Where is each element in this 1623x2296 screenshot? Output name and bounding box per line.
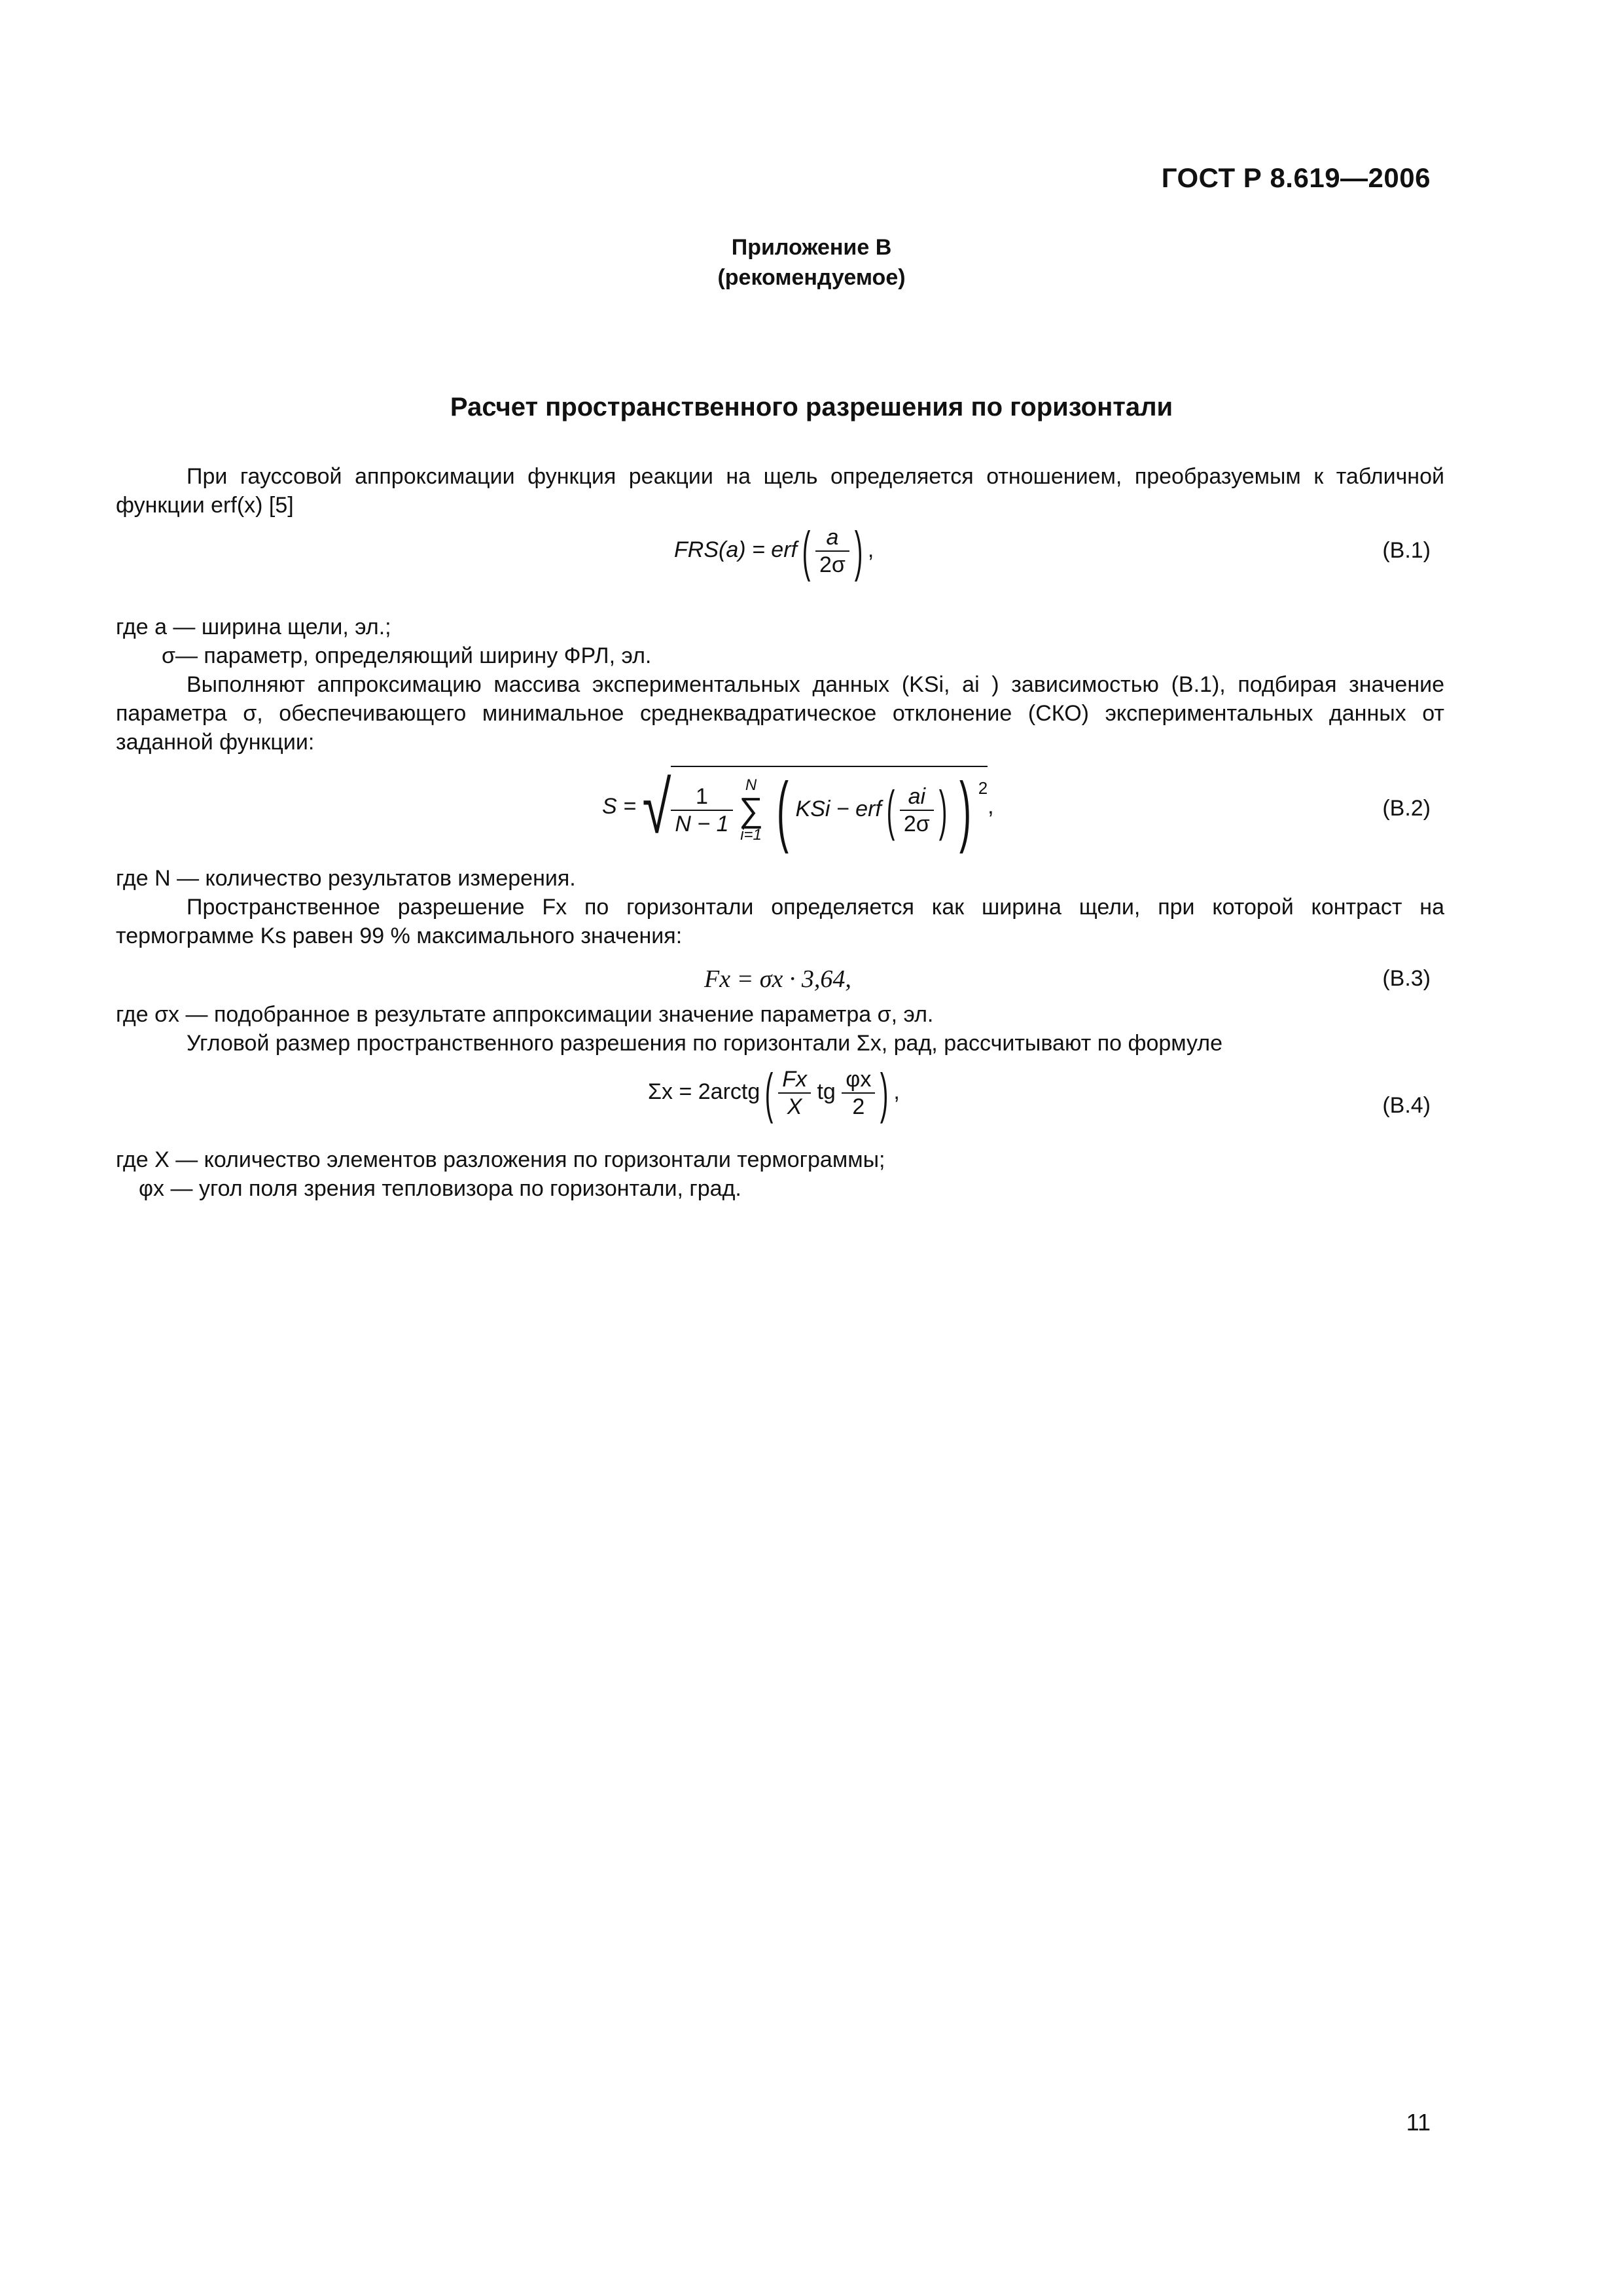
eq-b4-tail: , xyxy=(893,1079,900,1104)
eq-b2-inner: KSi − erf xyxy=(795,796,882,821)
where-sigmax: где σx — подобранное в результате аппроксимации значение параметра σ, эл. xyxy=(116,1002,934,1027)
eq-b2-n1: 1 xyxy=(671,783,732,811)
sqrt-icon: √ xyxy=(642,766,671,848)
where-a: где a — ширина щели, эл.; xyxy=(116,615,391,639)
eq-b4-fraction-2 xyxy=(842,1066,875,1120)
eq-b1-tail: , xyxy=(867,537,874,562)
eq-b4-lhs: Σx = 2arctg xyxy=(648,1079,760,1104)
eq-b2-exp: 2 xyxy=(978,778,988,798)
paragraph-2: Выполняют аппроксимацию массива экспериментальных данных (KSi, ai ) зависимостью (В.1), подбирая значение параметра σ, обеспечивающего минимальное среднеквадратическое отклонение (СКО) экспериментальных данных от заданной функции: xyxy=(116,672,1444,755)
eq-b2-rparen: ) xyxy=(959,766,971,854)
eq-b2-fraction-1 xyxy=(671,783,732,837)
eq-b2-num: ai xyxy=(900,783,934,811)
eq-b2-sum-bot: i=1 xyxy=(740,826,762,844)
eq-b3-text: Fx = σx · 3,64, xyxy=(704,965,851,993)
equation-b1 xyxy=(674,520,874,582)
eq-b4-label: (В.4) xyxy=(1382,1093,1431,1118)
eq-b2-lhs: S = xyxy=(602,793,636,819)
eq-b2-d1: N − 1 xyxy=(675,812,729,836)
page-number: 11 xyxy=(1406,2109,1431,2136)
where-phi: φx — угол поля зрения тепловизора по горизонтали, град. xyxy=(139,1176,741,1201)
where-X: где X — количество элементов разложения по горизонтали термограммы; xyxy=(116,1147,885,1172)
eq-b4-n2: φx xyxy=(842,1066,875,1094)
eq-b3-label: (В.3) xyxy=(1382,966,1431,991)
eq-b2-sum-top: N xyxy=(745,776,757,794)
eq-b2-den: 2σ xyxy=(903,812,930,836)
eq-b2-rparen-2: ) xyxy=(938,780,948,841)
where-sigma: σ— параметр, определяющий ширину ФРЛ, эл. xyxy=(162,643,652,668)
eq-b4-fraction-1 xyxy=(778,1066,811,1120)
eq-b1-num: a xyxy=(815,524,849,552)
eq-b2-lparen: ( xyxy=(776,766,789,854)
eq-b1-lhs: FRS(a) = erf xyxy=(674,537,797,562)
equation-b4 xyxy=(648,1062,900,1124)
eq-b4-mid: tg xyxy=(817,1079,836,1104)
appendix-status: (рекомендуемое) xyxy=(717,265,906,290)
eq-b2-lparen-2: ( xyxy=(886,780,895,841)
eq-b2-label: (В.2) xyxy=(1382,796,1431,821)
eq-b1-den: 2σ xyxy=(819,552,846,577)
eq-b2-tail: , xyxy=(988,793,994,819)
eq-b4-rparen: ) xyxy=(880,1062,889,1124)
section-title: Расчет пространственного разрешения по горизонтали xyxy=(450,393,1173,422)
eq-b1-label: (В.1) xyxy=(1382,538,1431,563)
equation-b2 xyxy=(602,766,994,854)
eq-b4-lparen: ( xyxy=(764,1062,774,1124)
paragraph-3: Пространственное разрешение Fx по горизонтали определяется как ширина щели, при которой контраст на термограмме Ks равен 99 % максимального значения: xyxy=(116,895,1444,948)
equation-b3 xyxy=(704,965,851,994)
eq-b1-fraction xyxy=(815,524,849,578)
sum-operator xyxy=(739,778,763,843)
standard-header: ГОСТ Р 8.619—2006 xyxy=(1161,162,1431,193)
eq-b4-n1: Fx xyxy=(778,1066,811,1094)
eq-b2-fraction-2 xyxy=(900,783,934,837)
eq-b1-rparen: ) xyxy=(854,520,863,582)
eq-b2-radicand xyxy=(671,766,988,854)
appendix-title: Приложение В xyxy=(731,235,892,260)
sigma-sum-icon: ∑ xyxy=(739,791,764,829)
eq-b4-d2: 2 xyxy=(852,1094,865,1119)
paragraph-4: Угловой размер пространственного разрешения по горизонтали Σx, рад, рассчитывают по формуле xyxy=(187,1031,1223,1056)
paragraph-1: При гауссовой аппроксимации функция реакции на щель определяется отношением, преобразуемым к табличной функции erf(x) [5] xyxy=(116,464,1444,518)
eq-b4-d1: X xyxy=(787,1094,802,1119)
eq-b1-lparen: ( xyxy=(802,520,811,582)
where-N: где N — количество результатов измерения. xyxy=(116,866,576,891)
